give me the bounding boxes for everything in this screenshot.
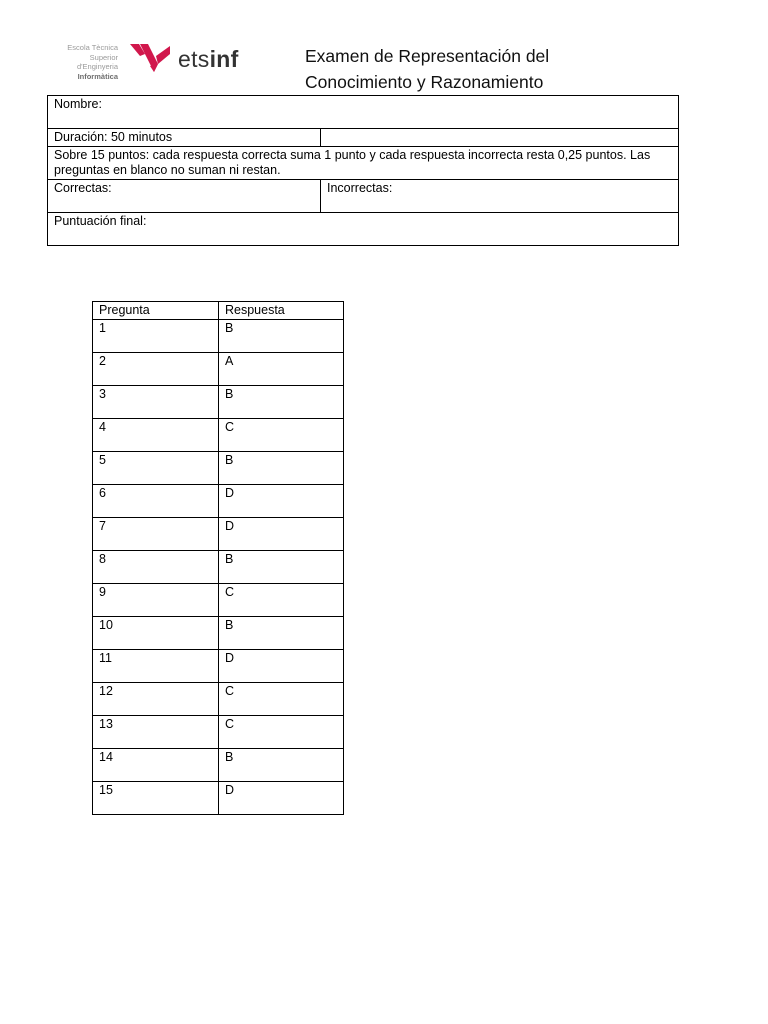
duracion-blank-cell[interactable] xyxy=(321,129,679,147)
question-number: 11 xyxy=(93,650,219,683)
question-number: 7 xyxy=(93,518,219,551)
answer-value[interactable]: C xyxy=(219,683,344,716)
exam-title-line1: Examen de Representación del xyxy=(305,46,550,66)
logo-subtitle-line: Escola Tècnica xyxy=(67,43,118,52)
upv-v-icon xyxy=(130,42,170,76)
answer-value[interactable]: C xyxy=(219,716,344,749)
answer-value[interactable]: C xyxy=(219,584,344,617)
header-respuesta: Respuesta xyxy=(219,302,344,320)
answer-value[interactable]: B xyxy=(219,452,344,485)
answer-value[interactable]: B xyxy=(219,320,344,353)
question-number: 4 xyxy=(93,419,219,452)
answer-value[interactable]: B xyxy=(219,551,344,584)
answer-value[interactable]: D xyxy=(219,782,344,815)
answer-value[interactable]: A xyxy=(219,353,344,386)
question-number: 14 xyxy=(93,749,219,782)
puntos-cell: Sobre 15 puntos: cada respuesta correcta suma 1 punto y cada respuesta incorrecta resta 0,25 puntos. Las preguntas en blanco no suman ni restan. xyxy=(48,147,679,180)
nombre-field[interactable]: Nombre: xyxy=(48,96,679,129)
question-number: 3 xyxy=(93,386,219,419)
question-number: 10 xyxy=(93,617,219,650)
logo-subtitle xyxy=(48,43,118,81)
exam-title xyxy=(305,43,549,95)
answer-value[interactable]: D xyxy=(219,485,344,518)
question-number: 1 xyxy=(93,320,219,353)
exam-info-table xyxy=(47,95,679,246)
question-number: 6 xyxy=(93,485,219,518)
question-number: 9 xyxy=(93,584,219,617)
question-number: 15 xyxy=(93,782,219,815)
answer-value[interactable]: B xyxy=(219,617,344,650)
logo-subtitle-line: Superior d'Enginyeria xyxy=(76,52,118,71)
question-number: 12 xyxy=(93,683,219,716)
answer-value[interactable]: C xyxy=(219,419,344,452)
question-number: 2 xyxy=(93,353,219,386)
header-pregunta: Pregunta xyxy=(93,302,219,320)
question-number: 8 xyxy=(93,551,219,584)
answer-value[interactable]: D xyxy=(219,650,344,683)
exam-title-line2: Conocimiento y Razonamiento xyxy=(305,72,544,92)
answer-value[interactable]: B xyxy=(219,386,344,419)
logo-wordmark xyxy=(178,46,239,73)
answer-value[interactable]: B xyxy=(219,749,344,782)
answers-table xyxy=(92,301,344,815)
logo-subtitle-bold: Informàtica xyxy=(77,71,118,81)
question-number: 5 xyxy=(93,452,219,485)
question-number: 13 xyxy=(93,716,219,749)
logo-word-bold: inf xyxy=(209,46,239,72)
etsinf-logo xyxy=(48,42,248,81)
answer-value[interactable]: D xyxy=(219,518,344,551)
duracion-cell: Duración: 50 minutos xyxy=(48,129,321,147)
correctas-field[interactable]: Correctas: xyxy=(48,180,321,213)
logo-word-light: ets xyxy=(178,46,210,72)
puntuacion-final-field[interactable]: Puntuación final: xyxy=(48,213,679,246)
incorrectas-field[interactable]: Incorrectas: xyxy=(321,180,679,213)
